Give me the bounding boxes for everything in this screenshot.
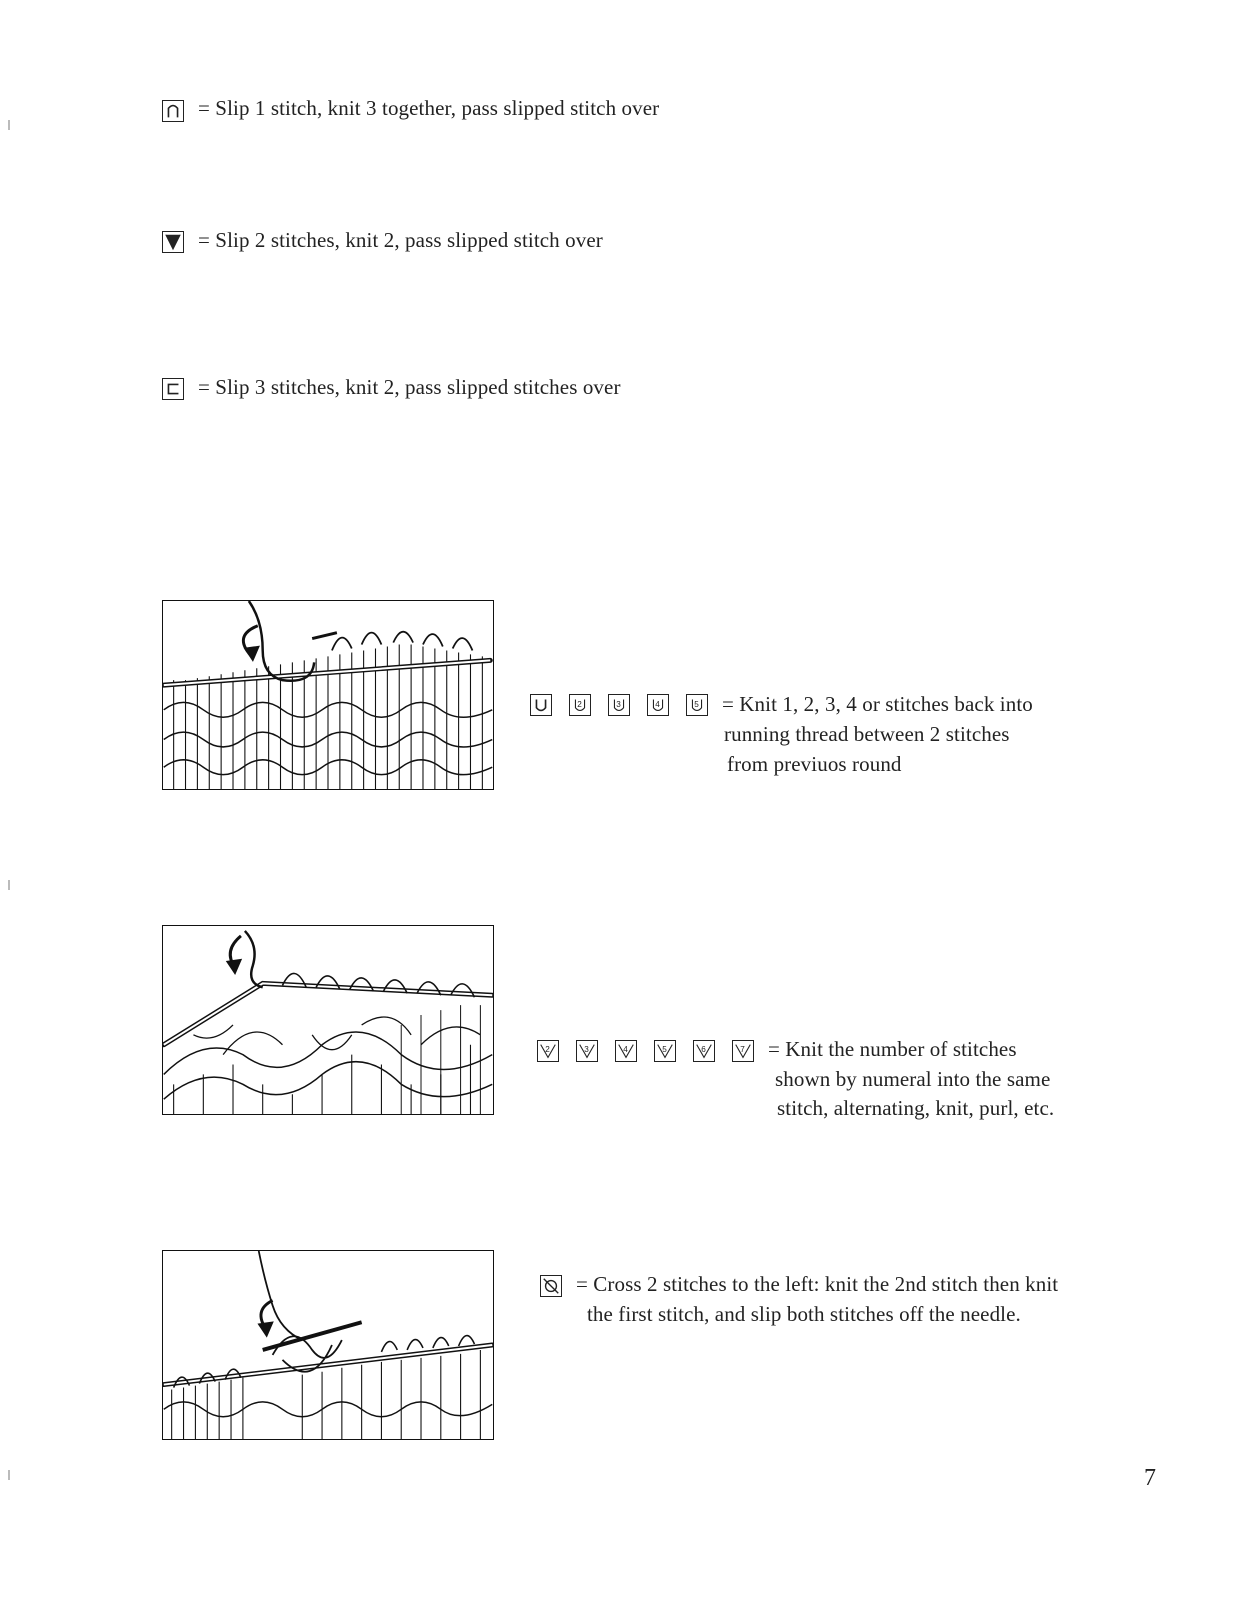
svg-text:6: 6 (701, 1044, 706, 1054)
knit-into-running-thread-4-icon (647, 694, 669, 716)
svg-text:5: 5 (662, 1044, 667, 1054)
section-text: = Knit the number of stitches (768, 1037, 1017, 1061)
knit-into-running-thread-2-icon (569, 694, 591, 716)
svg-text:3: 3 (616, 699, 621, 709)
knit-3-into-same-stitch-icon (576, 1040, 598, 1062)
svg-text:3: 3 (584, 1044, 589, 1054)
illustration-cross-2-stitches-left (162, 1250, 494, 1440)
knit-into-running-thread-1-icon (530, 694, 552, 716)
section-text: shown by numeral into the same (775, 1067, 1051, 1091)
knit-2-into-same-stitch-icon (537, 1040, 559, 1062)
margin-mark (8, 1470, 10, 1480)
legend-text: = Slip 3 stitches, knit 2, pass slipped stitches over (198, 375, 621, 399)
section-text: = Knit 1, 2, 3, 4 or stitches back into (722, 692, 1033, 716)
knit-7-into-same-stitch-icon (732, 1040, 754, 1062)
illustration-knit-into-running-thread (162, 600, 494, 790)
svg-text:5: 5 (694, 699, 699, 709)
margin-mark (8, 120, 10, 130)
slip3-k2-psso-icon (162, 378, 184, 400)
svg-text:4: 4 (623, 1044, 628, 1054)
cross-2-left-icon (540, 1275, 562, 1297)
section-text: running thread between 2 stitches (724, 722, 1010, 746)
slip2-k2-psso-icon (162, 231, 184, 253)
legend-text: = Slip 2 stitches, knit 2, pass slipped stitch over (198, 228, 603, 252)
knit-into-running-thread-3-icon (608, 694, 630, 716)
svg-text:4: 4 (655, 699, 660, 709)
svg-text:7: 7 (740, 1044, 745, 1054)
knit-5-into-same-stitch-icon (654, 1040, 676, 1062)
illustration-knit-multiple-into-stitch (162, 925, 494, 1115)
svg-text:2: 2 (577, 699, 582, 709)
legend-text: = Slip 1 stitch, knit 3 together, pass slipped stitch over (198, 96, 660, 120)
section-text: = Cross 2 stitches to the left: knit the 2nd stitch then knit (576, 1272, 1059, 1296)
section-text: stitch, alternating, knit, purl, etc. (777, 1096, 1055, 1120)
knit-6-into-same-stitch-icon (693, 1040, 715, 1062)
slip1-k3tog-psso-icon (162, 100, 184, 122)
section-text: the first stitch, and slip both stitches off the needle. (587, 1302, 1021, 1326)
section-text: from previuos round (727, 752, 902, 776)
margin-mark (8, 880, 10, 890)
knit-4-into-same-stitch-icon (615, 1040, 637, 1062)
svg-text:2: 2 (545, 1044, 550, 1054)
page-number: 7 (1144, 1465, 1156, 1491)
knit-into-running-thread-5-icon (686, 694, 708, 716)
